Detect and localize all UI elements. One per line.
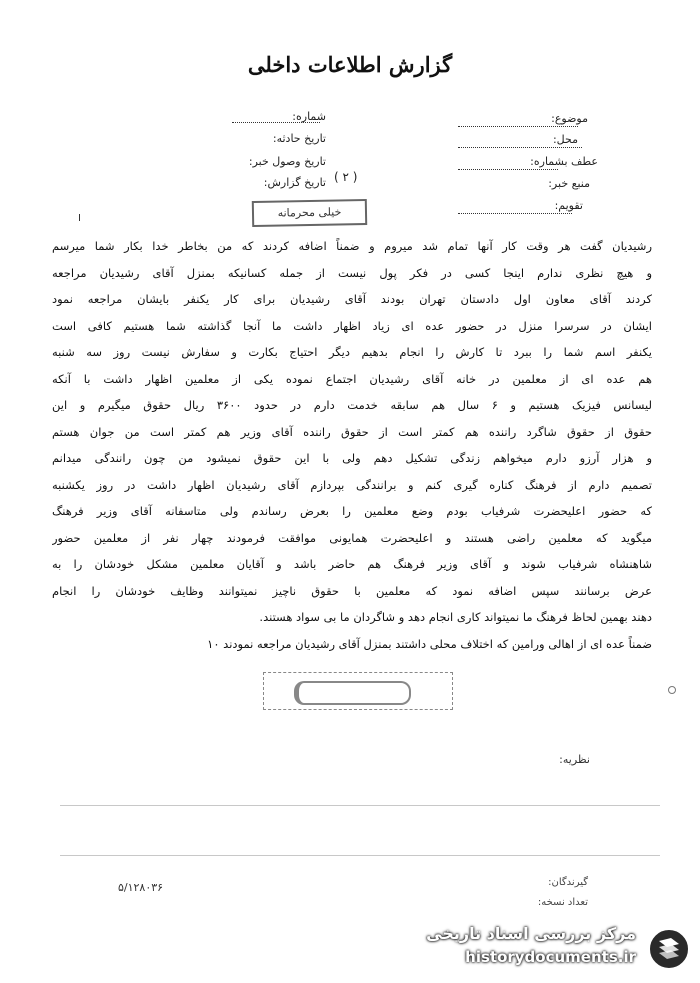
watermark — [418, 920, 698, 976]
calendar-label: تقویم: — [554, 199, 583, 212]
body-line: که حضور اعلیحضرت شرفیاب بودم وضع معلمین را بعرض رساندم ولی متاسفانه آقای وزیر فرهنگ — [52, 504, 652, 518]
reference-dots — [458, 169, 558, 170]
document-title: گزارش اطلاعات داخلی — [247, 52, 453, 77]
body-line: یکنفر اسم شما را ببرد تا کارش را انجام بدهیم دیگر احتیاج بکارت و سفارش نیست روز سه شنبه — [52, 345, 652, 359]
number-dots — [232, 122, 320, 123]
margin-circle-mark — [668, 686, 676, 694]
copies-label: تعداد نسخه: — [537, 897, 588, 908]
signature-ink — [294, 681, 411, 705]
body-line: میگوید که معلمین راضی هستند و اعلیحضرت همایونی موافقت فرمودند چهار نفر از معلمین حضور — [52, 530, 652, 545]
body-line: ضمناً عده ای از اهالی ورامین که اختلاف محلی داشتند بمنزل آقای رشیدیان مراجعه نمودند ۱۰ — [207, 636, 652, 651]
signature-stamp — [263, 672, 453, 710]
watermark-brand: مرکز بررسی اسناد تاریخی — [426, 924, 636, 943]
body-line: حقوق از حقوق شاگرد راننده هم کمتر است از حقوق راننده آقای وزیر هم کمتر است من جوان هستم — [52, 424, 652, 439]
margin-mark — [79, 214, 80, 221]
report-body — [52, 233, 652, 657]
source-value: ( ۲ ) — [334, 170, 358, 184]
location-dots — [458, 147, 582, 148]
source-label: منبع خبر: — [548, 177, 590, 190]
subject-label: موضوع: — [551, 112, 588, 125]
incident-date-label: تاریخ حادثه: — [272, 132, 326, 145]
file-number: ۵/۱۲۸۰۳۶ — [118, 881, 164, 894]
body-line: لیسانس فیزیک هستیم و ۶ سال هم سابقه خدمت دارم در حدود ۳۶۰۰ ریال حقوق میگیرم و این — [52, 398, 652, 412]
body-line: شاهنشاه شرفیاب شوند و آقای وزیر فرهنگ هم حاضر باشد و آقایان معلمین مشکل خودشان را به — [52, 557, 652, 571]
body-line: دهند بهمین لحاظ فرهنگ ما نمیتواند کاری انجام دهد و شاگردان ما بی سواد هستند. — [259, 610, 652, 624]
received-date-label: تاریخ وصول خبر: — [248, 155, 326, 168]
body-line: تصمیم دارم از فرهنگ کناره گیری کنم و برانندگی بپردازم آقای رشیدیان اظهار داشت در روز یکشنبه — [52, 477, 652, 492]
body-line: و هیچ نظری ندارم اینجا کسی در فکر پول نیست از جمله کسانیکه بمنزل آقای رشیدیان مراجعه — [52, 265, 652, 280]
divider-1 — [60, 805, 660, 806]
archive-logo-icon — [646, 926, 692, 972]
number-label: شماره: — [292, 110, 326, 123]
body-line: رشیدیان گفت هر وقت کار آنها تمام شد میروم و ضمناً اضافه کردند که من بخاطر خدا بکار شما میرسم — [52, 239, 652, 253]
classification-stamp: خیلی محرمانه — [252, 199, 367, 227]
reference-label: عطف بشماره: — [530, 155, 598, 168]
watermark-site: historydocuments.ir — [465, 948, 636, 966]
report-date-label: تاریخ گزارش: — [263, 176, 326, 189]
divider-2 — [60, 855, 660, 856]
body-line: ایشان در سرسرا منزل در حضور عده ای زیاد اظهار داشت ما آنجا گذاشته شما هستیم کافی است — [52, 318, 652, 333]
location-label: محل: — [552, 133, 578, 146]
recipients-label: گیرندگان: — [548, 877, 588, 888]
body-line: و هزار آرزو دارم میخواهم زندگی تشکیل دهم ولی با این حقوق نمیشود من چون رانندگی میدانم — [52, 451, 652, 465]
calendar-dots — [458, 213, 572, 214]
body-line: کردند آقای معاون اول دادستان تهران بودند آقای رشیدیان برای کار یکنفر بایشان مراجعه نمود — [52, 292, 652, 306]
body-line: عرض برسانند سپس اضافه نمود که معلمین با حقوق ناچیز نمیتوانند وظایف خودشان را انجام — [52, 583, 652, 598]
subject-dots — [458, 126, 578, 127]
body-line: هم عده ای از معلمین در خانه آقای رشیدیان اجتماع نموده یکی از معلمین اظهار داشت با آنکه — [52, 371, 652, 386]
opinion-label: نظریه: — [559, 753, 590, 766]
